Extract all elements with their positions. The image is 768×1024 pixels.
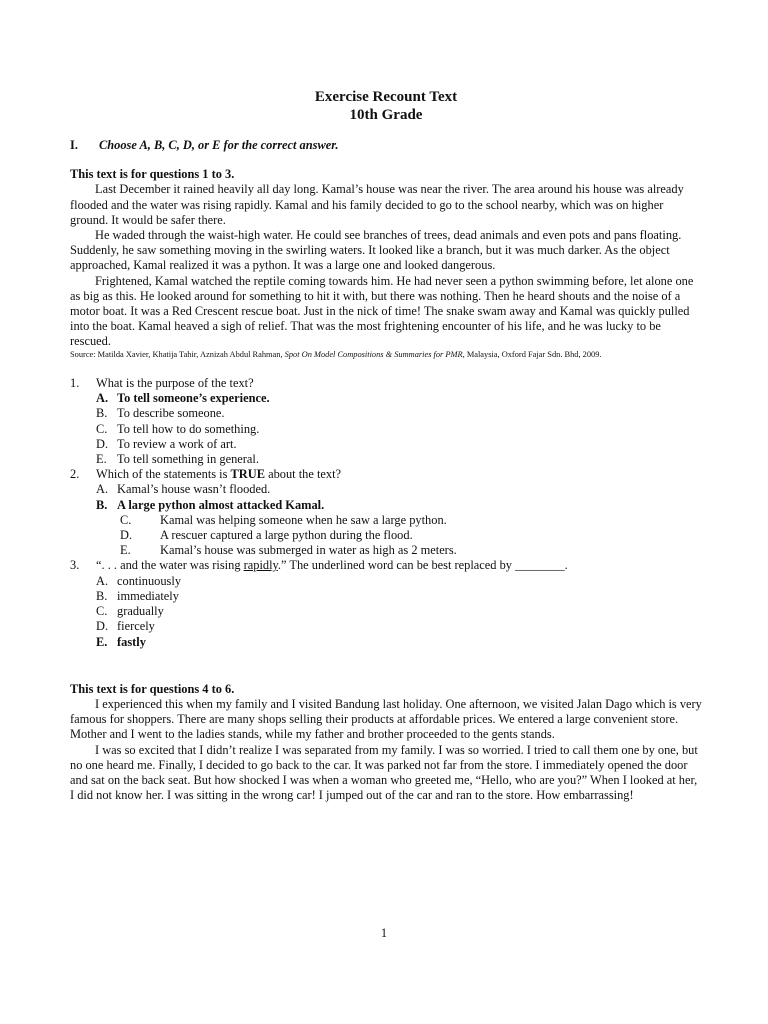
worksheet-page [70,88,702,803]
q1-option-a[interactable] [70,391,702,406]
underlined-word: rapidly [243,558,278,573]
option-letter: A. [96,391,109,406]
q3-option-d[interactable] [70,619,702,634]
question-text: What is the purpose of the text? [96,376,254,391]
text2-paragraph-2: I was so excited that I didn’t realize I was separated from my family. I was so worried. I tried to call them one by one, but no one heard me. Finally, I decided to go back to the car. It was parked not far from the store. I immediately opened the door and sat on the back seat. But how shocked I was when a woman who greeted me, “Hello, who are you?” When I looked at her, I did not know her. I was sitting in the wrong car! I jumped out of the car and ran to the store. How embarrassing! [70,742,698,803]
source-book-title: Spot On Model Compositions & Summaries for PMR [284,349,463,359]
text1-paragraph-2: He waded through the waist-high water. He could see branches of trees, dead animals and even pots and pans floating. Suddenly, he saw something moving in the swirling waters. It looked like a branch, but it was much darker. As the object approached, Kamal realized it was a python. It was a large one and looked dangerous. [70,228,682,273]
option-letter: B. [96,406,108,421]
q2-option-c[interactable] [70,513,702,528]
option-letter: D. [120,528,133,543]
option-letter: E. [96,634,108,649]
option-text: To describe someone. [117,406,225,421]
option-text: gradually [117,604,164,619]
q1-option-d[interactable] [70,437,702,452]
option-text: fiercely [117,619,155,634]
option-text: continuously [117,573,182,588]
option-text: To tell something in general. [117,452,259,467]
text1-paragraph-1: Last December it rained heavily all day long. Kamal’s house was near the river. The area around his house was already flooded and the water was rising rapidly. Kamal and his family decided to go to the school nearby, which was on higher ground. It would be safer there. [70,182,684,227]
q1-option-b[interactable] [70,406,702,421]
option-text: Kamal’s house wasn’t flooded. [117,482,271,497]
option-text: A rescuer captured a large python during the flood. [160,528,413,543]
q2-option-e[interactable] [70,543,702,558]
text2-heading: This text is for questions 4 to 6. [70,681,235,696]
option-letter: C. [96,604,108,619]
instruction-number: I. [70,138,78,152]
source-prefix: Source: Matilda Xavier, Khatija Tahir, Aznizah Abdul Rahman, [70,349,285,359]
option-text: Kamal was helping someone when he saw a large python. [160,512,447,527]
option-text: A large python almost attacked Kamal. [117,497,325,512]
source-suffix: , Malaysia, Oxford Fajar Sdn. Bhd, 2009. [462,349,602,359]
question-list [70,376,702,650]
question-3 [70,558,702,573]
text1-heading: This text is for questions 1 to 3. [70,167,235,182]
q3-option-e[interactable] [70,635,702,650]
question-text-before: “. . . and the water was rising [96,558,244,573]
question-text-after: about the text? [264,467,342,482]
option-text: To tell how to do something. [117,421,260,436]
q2-option-d[interactable] [70,528,702,543]
worksheet-subtitle: 10th Grade [349,107,423,123]
text1-source [70,350,702,360]
option-letter: E. [120,543,131,558]
page-number: 1 [380,926,388,940]
text2-paragraph-1: I experienced this when my family and I visited Bandung last holiday. One afternoon, we visited Jalan Dago which is very famous for shoppers. There are many shops selling their products at affordable prices. We entered a large convenient store. Mother and I went to the ladies stands, while my father and brother proceeded to the gents stands. [70,696,702,742]
option-letter: C. [120,512,132,527]
q1-option-e[interactable] [70,452,702,467]
option-letter: D. [96,436,109,451]
option-letter: D. [96,619,109,634]
question-text-before: Which of the statements is [96,467,231,482]
q3-option-a[interactable] [70,574,702,589]
q2-option-b[interactable] [70,498,702,513]
question-1 [70,376,702,391]
option-letter: A. [96,482,109,497]
question-text-emphasis: TRUE [230,467,265,482]
option-letter: E. [96,452,107,467]
question-text [96,558,568,573]
option-letter: B. [96,497,108,512]
question-number: 1. [70,376,80,391]
q1-option-c[interactable] [70,422,702,437]
worksheet-title: Exercise Recount Text [314,89,458,105]
option-letter: B. [96,588,108,603]
option-text: immediately [117,588,179,603]
option-text: To tell someone’s experience. [117,391,270,406]
instruction-text: Choose A, B, C, D, or E for the correct answer. [99,138,339,152]
question-number: 3. [70,558,80,573]
q3-option-b[interactable] [70,589,702,604]
question-text [96,467,341,482]
question-2 [70,467,702,482]
option-text: To review a work of art. [117,436,237,451]
q3-option-c[interactable] [70,604,702,619]
option-letter: C. [96,421,108,436]
instruction [70,138,702,153]
question-text-after: .” The underlined word can be best replaced by ________. [277,558,568,573]
question-number: 2. [70,467,80,482]
text1-paragraph-3: Frightened, Kamal watched the reptile coming towards him. He had never seen a python swimming before, let alone one as big as this. He looked around for something to hit it with, but there was nothing. Then he heard shouts and the noise of a motor boat. It was a Red Crescent rescue boat. Just in the nick of time! The snake swam away and Kamal was quickly pulled into the boat. Kamal heaved a sigh of relief. That was the most frightening encounter of his life, and he was lucky to be rescued. [70,273,694,349]
option-letter: A. [96,573,109,588]
option-text: fastly [117,634,146,649]
q2-option-a[interactable] [70,482,702,497]
option-text: Kamal’s house was submerged in water as high as 2 meters. [160,543,457,558]
